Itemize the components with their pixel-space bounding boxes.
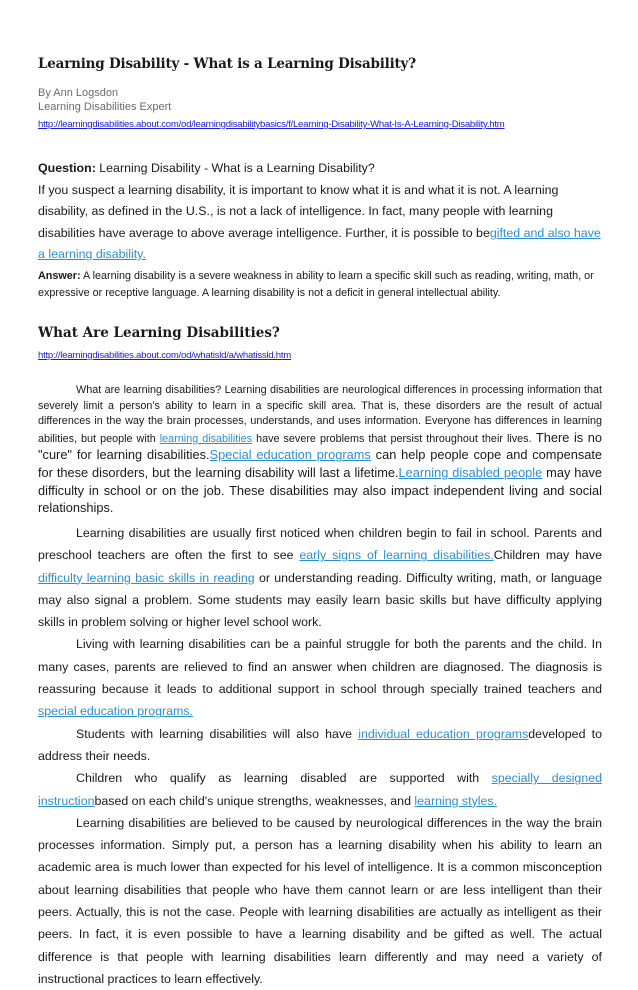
p4-text-a: Students with learning disabilities will also have xyxy=(76,726,359,741)
p1-text-c: There is no "cure" for learning disabilities. xyxy=(38,429,603,463)
answer-section xyxy=(38,268,604,302)
learning-disabled-people-link[interactable]: Learning disabled people xyxy=(398,464,543,480)
paragraph-6: Learning disabilities are believed to be caused by neurological differences in the way the brain processes information. Simply put, a person has a learning disability when his ability to learn an academic area is much lower than expected for his level of intelligence. It is a common misconception about learning disabilities that people who have them cannot learn or are less intelligent than their peers. Actually, this is not the case. People with learning disabilities are actually as intelligent as their peers. In fact, it is even possible to have a learning disability and be gifted as well. The actual difference is that people with learning disabilities learn differently and may need a variety of instructional practices to learn effectively. xyxy=(38,815,602,986)
paragraph-4 xyxy=(38,723,602,768)
question-paragraph: If you suspect a learning disability, it is important to know what it is and what it is not. A learning disability, as defined in the U.S., is not a lack of intelligence. In fact, many people with learning disabilities have average to above average intelligence. Further, it is possible to be xyxy=(38,182,559,240)
special-education-programs-link[interactable]: special education programs. xyxy=(38,704,193,719)
p2-text-c: or understanding reading. Difficulty writing, math, or language may also signal a problem. Some students may easily learn basic skills but have difficulty applying skills in problem solving or higher level school work. xyxy=(38,570,602,630)
specially-designed-instruction-link[interactable]: specially designed instruction xyxy=(38,771,602,808)
answer-text: A learning disability is a severe weakness in ability to learn a specific skill such as reading, writing, math, or expressive or receptive language. A learning disability is not a deficit in general intellectual ability. xyxy=(38,270,594,299)
special-education-link[interactable]: Special education programs xyxy=(209,447,371,463)
source-url-2-wrap xyxy=(38,345,291,363)
p3-text-a: Living with learning disabilities can be a painful struggle for both the parents and the child. In many cases, parents are relieved to find an answer when children are diagnosed. The diagnosis is reassuring because it leads to additional support in school through specially trained teachers and xyxy=(38,637,602,697)
source-url-1-wrap xyxy=(38,114,505,132)
question-text: Learning Disability - What is a Learning Disability? xyxy=(95,161,375,175)
answer-label: Answer: xyxy=(38,270,81,282)
question-label: Question: xyxy=(38,161,96,175)
p5-text-a: Children who qualify as learning disabled are supported with xyxy=(76,771,492,786)
author-role: Learning Disabilities Expert xyxy=(38,100,172,113)
gifted-link[interactable]: gifted and also have a learning disability. xyxy=(38,225,601,261)
source-url-1[interactable]: http://learningdisabilities.about.com/od/learningdisabilitybasics/f/Learning-Disability-What-Is-A-Learning-Disability.htm xyxy=(38,119,505,130)
learning-disabilities-link[interactable]: learning disabilities xyxy=(159,432,253,445)
p1-text-a: What are learning disabilities? Learning disabilities are neurological differences in processing information that severely limit a person's ability to learn in a specific skill area. That is, these disorders are the result of actual differences in the way the brain processes, understands, and uses information. Everyone has differences in learning abilities, but people with xyxy=(38,384,602,445)
source-url-2[interactable]: http://learningdisabilities.about.com/od/whatisld/a/whatissld.htm xyxy=(38,350,292,361)
author-name: By Ann Logsdon xyxy=(38,87,119,99)
p2-text-b: Children may have xyxy=(493,548,602,563)
article-title: Learning Disability - What is a Learning Disability? xyxy=(38,56,416,72)
p2-text-a: Learning disabilities are usually first noticed when children begin to fail in school. Parents and preschool teachers are often the first to see xyxy=(38,526,602,563)
early-signs-link[interactable]: early signs of learning disabilities. xyxy=(299,548,494,563)
section-heading: What Are Learning Disabilities? xyxy=(38,325,280,341)
paragraph-2 xyxy=(38,522,602,633)
learning-styles-link[interactable]: learning styles. xyxy=(414,793,498,808)
byline xyxy=(38,87,171,114)
p1-text-d: can help people cope and compensate for these disorders, but the learning disability will last a lifetime. xyxy=(38,447,603,480)
question-section xyxy=(38,158,604,266)
iep-link[interactable]: individual education programs xyxy=(358,726,529,741)
p4-text-b: developed to address their needs. xyxy=(38,726,602,763)
p5-text-b: based on each child's unique strengths, weaknesses, and xyxy=(94,793,415,808)
paragraph-1 xyxy=(38,383,602,518)
body-paragraphs xyxy=(38,522,602,990)
p1-text-e: may have difficulty in school or on the job. These disabilities may also impact independent living and social relationships. xyxy=(38,464,602,516)
p1-text-b: have severe problems that persist throughout their lives. xyxy=(252,432,532,445)
paragraph-5 xyxy=(38,767,602,812)
paragraph-3 xyxy=(38,633,602,722)
difficulty-reading-link[interactable]: difficulty learning basic skills in reading xyxy=(38,570,255,585)
